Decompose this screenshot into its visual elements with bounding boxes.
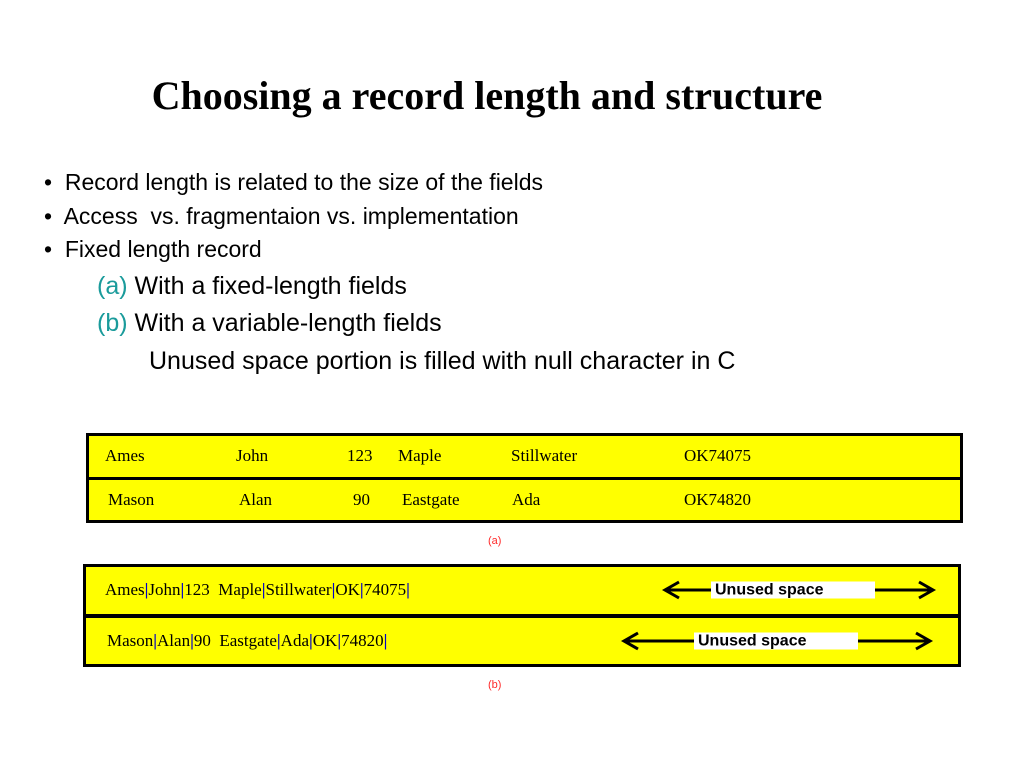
bullet-3-text: Fixed length record [64, 236, 262, 262]
field-separator: | [337, 630, 342, 650]
field-separator: | [383, 630, 388, 650]
field-first-name: John [148, 580, 181, 600]
record-row-b2 [86, 618, 958, 665]
sub-item-a-marker: (a) [97, 272, 128, 300]
field-separator: | [276, 630, 281, 650]
field-state-zip: OK74820 [684, 489, 752, 509]
field-city: Ada [280, 630, 309, 650]
field-state: OK [335, 580, 360, 600]
figure-a-records [86, 433, 963, 523]
figure-b-caption: (b) [488, 679, 502, 691]
field-separator: | [331, 580, 336, 600]
bullet-2-text: Access vs. fragmentaion vs. implementation [63, 203, 519, 229]
field-address: 90 Eastgate [193, 630, 277, 650]
bullet-1 [44, 168, 543, 196]
field-first-name: John [236, 446, 269, 466]
field-city: Stillwater [265, 580, 332, 600]
figure-a-caption: (a) [488, 535, 502, 547]
field-separator: | [406, 580, 410, 600]
field-separator: | [261, 580, 266, 600]
field-separator: | [309, 630, 313, 650]
slide-title: Choosing a record length and structure [151, 73, 823, 118]
field-number: 90 [353, 489, 370, 509]
sub-item-a [97, 270, 407, 302]
field-street: Eastgate [402, 489, 460, 509]
field-state: OK [312, 630, 338, 650]
field-street: Maple [398, 446, 442, 466]
record-row-a2 [89, 480, 960, 521]
field-last-name: Ames [105, 580, 145, 600]
sub-item-b-marker: (b) [97, 309, 128, 337]
unused-space-label: Unused space [711, 582, 875, 599]
sub-item-b [97, 307, 442, 339]
record-fields [107, 631, 387, 651]
field-city: Stillwater [511, 446, 578, 466]
field-separator: | [359, 580, 364, 600]
bullet-3 [44, 235, 262, 263]
record-row-a1 [89, 436, 960, 477]
field-separator: | [144, 580, 149, 600]
sub-item-b-text: With a variable-length fields [134, 309, 442, 337]
unused-space-marker [618, 629, 936, 653]
field-last-name: Ames [105, 446, 145, 466]
field-zip: 74075 [363, 580, 407, 600]
unused-space-marker [659, 578, 939, 602]
bullet-marker: • [44, 203, 53, 229]
bullet-1-text: Record length is related to the size of the fields [64, 169, 544, 195]
field-separator: | [190, 630, 194, 650]
field-first-name: Alan [239, 489, 273, 509]
figure-b-records [83, 564, 961, 667]
note-line: Unused space portion is filled with null character in C [149, 347, 736, 375]
sub-item-a-text: With a fixed-length fields [134, 272, 407, 300]
bullet-2 [44, 202, 519, 230]
field-zip: 74820 [341, 630, 384, 650]
field-address: 123 Maple [184, 580, 262, 600]
field-city: Ada [512, 489, 541, 509]
bullet-marker: • [44, 169, 53, 195]
record-fields [105, 580, 410, 600]
field-number: 123 [347, 446, 373, 466]
field-last-name: Mason [107, 630, 154, 650]
field-first-name: Alan [157, 630, 191, 650]
field-separator: | [180, 580, 185, 600]
field-separator: | [153, 630, 158, 650]
unused-space-label: Unused space [694, 632, 858, 649]
field-last-name: Mason [108, 489, 155, 509]
field-state-zip: OK74075 [684, 446, 752, 466]
bullet-marker: • [44, 236, 53, 262]
record-row-b1 [86, 567, 958, 614]
